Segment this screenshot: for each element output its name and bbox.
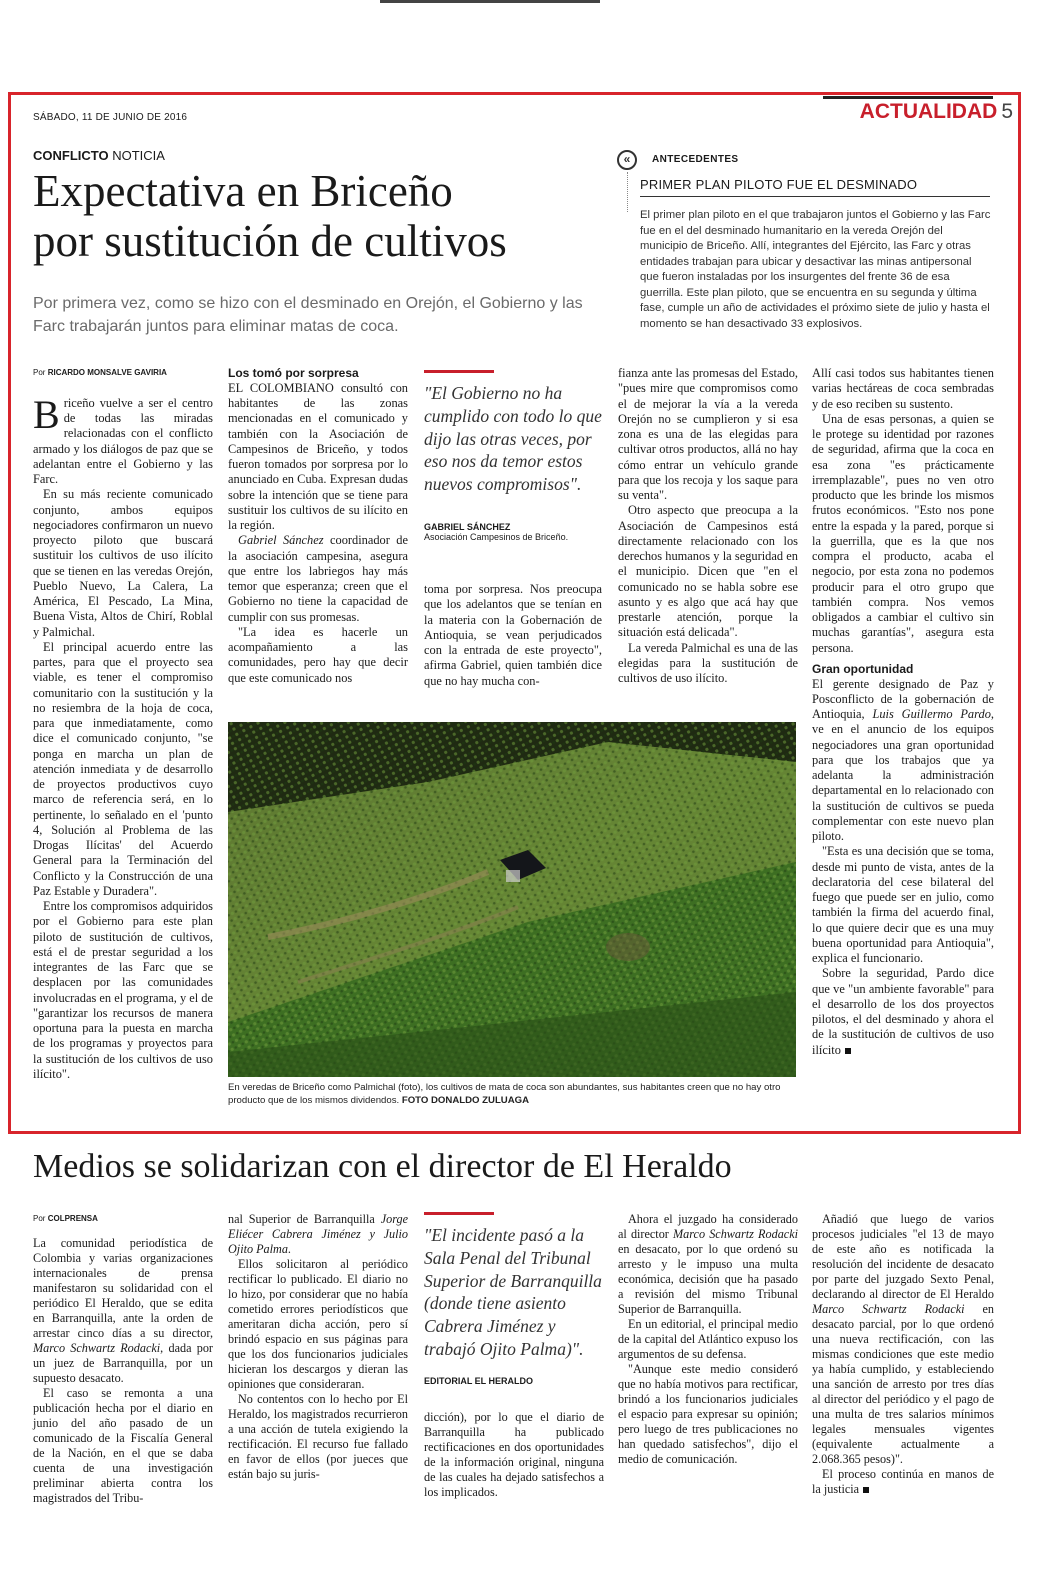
paragraph: El principal acuerdo entre las partes, para que el proyecto sea viable, es tener el compromiso comunitario con la sustitución y la no resiembra de la hoja de coca, para que inmediatamente, como dice el comunicado conjunto, "se ponga en marcha un plan de atención inmediata y de desarrollo de proyectos productivos cuyo marco de referencia será, en lo pertinente, lo señalado en el 'punto 4, Solución al Problema de las Drogas Ilícitas' del Acuerdo General para la Terminación del Conflicto y la Construcción de una Paz Estable y Duradera". bbox=[33, 639, 213, 898]
paragraph: Entre los compromisos adquiridos por el Gobierno para este plan piloto de sustitución de cultivos, está el de prestar seguridad a los integrantes de las Farc que se desplacen por las comunidades involucradas en el programa, y el de "garantizar los recursos de manera oportuna para la puesta en marcha de los programas y proyectos para la sustitución de los cultivos de uso ilícito". bbox=[33, 899, 213, 1081]
pull-quote: "El incidente pasó a la Sala Penal del Tribunal Superior de Barranquilla (donde tiene asiento Cabrera Jiménez y trabajó Ojito Palma)". bbox=[424, 1225, 602, 1359]
paragraph: EL COLOMBIANO consultó con habitantes de las zonas mencionadas en el comunicado y también con la Asociación de Campesinos de Briceño, y todos fueron tomados por sorpresa por lo anunciado en Cuba. Expresan dudas sobre la intención que se tiene para sustituir los cultivos de su ilícito en la región. bbox=[228, 380, 408, 532]
paragraph: Una de esas personas, a quien se le protege su identidad por razones de seguridad, afirma que la coca en esa zona "es prácticamente irremplazable", pues no ven otro producto que les brinde los mismos frutos económicos. "Esto nos pone entre la espada y la pared, porque si la guerrilla, que es la que nos compra el producto, acaba el negocio, por esta zona no podemos producir para el otro grupo que también compra. Nos vemos obligados a cambiar el cultivo sin muchas garantías", asegura esta persona. bbox=[812, 411, 994, 655]
person-name: Jorge Eliécer Cabrera Jiménez y Julio Ojito Palma bbox=[228, 1212, 408, 1256]
kicker-type: NOTICIA bbox=[112, 148, 165, 163]
article-photo bbox=[228, 722, 796, 1077]
section-name: ACTUALIDAD bbox=[859, 100, 998, 123]
section-header bbox=[860, 100, 1013, 124]
paragraph: Allí casi todos sus habitantes tienen varias hectáreas de coca sembradas y de eso reciben su sustento. bbox=[812, 366, 994, 411]
paragraph: El caso se remonta a una publicación hecha por el diario en junio del año pasado de un comunicado de la Fiscalía General de la Nación, en el que se daba cuenta de una investigación preliminar abierta contra los magistrados del Tribu- bbox=[33, 1385, 213, 1505]
paragraph: "Esta es una decisión que se toma, desde mi punto de vista, antes de la declaratoria del cese bilateral del fuego que puede ser en julio, como también la firma del acuerdo final, lo que quiere decir que es una muy buena oportunidad para Antioquia", explica el funcionario. bbox=[812, 844, 994, 965]
paragraph: La vereda Palmichal es una de las elegidas para la sustitución de cultivos de uso ilícito. bbox=[618, 640, 798, 685]
headline-line-1: Expectativa en Briceño bbox=[33, 166, 453, 216]
article2-headline: Medios se solidarizan con el director de El Heraldo bbox=[33, 1148, 732, 1185]
article1-column-5 bbox=[812, 366, 994, 1058]
byline: Por RICARDO MONSALVE GAVIRIA bbox=[33, 368, 167, 377]
paragraph: Otro aspecto que preocupa a la Asociación de Campesinos está directamente relacionado con los derechos humanos y la seguridad en el municipio. Dicen que "en el comunicado no se habla sobre ese asunto y es algo que acá hay que prestarle atención, porque la situación está delicada". bbox=[618, 503, 798, 640]
photo-credit: FOTO DONALDO ZULUAGA bbox=[401, 1095, 530, 1107]
quote-attribution bbox=[424, 522, 604, 542]
paragraph: Ellos solicitaron al periódico rectificar lo publicado. El diario no lo hizo, por considerar que no había cometido errores periodísticos que ameritaran dicha acción, pero sí brindó espacio en sus páginas para que los dos funcionarios judiciales hicieran los descargos y dieran las opiniones que consideraran. bbox=[228, 1257, 408, 1391]
author-name: COLPRENSA bbox=[47, 1214, 98, 1223]
person-name: Luis Guillermo Pardo bbox=[872, 707, 991, 721]
end-mark bbox=[863, 1487, 869, 1493]
photo-caption: En veredas de Briceño como Palmichal (foto), los cultivos de mata de coca son abundantes, sus habitantes creen que no hay otro producto que de los mismos dividendos. FOTO DONALDO ZULUAGA bbox=[228, 1082, 781, 1107]
article1-column-1 bbox=[33, 368, 213, 1082]
coca-field-hillside-image bbox=[228, 722, 796, 1077]
paragraph: dicción), por lo que el diario de Barranquilla ha publicado rectificaciones en dos oportunidades de la información original, ninguna de las cuales ha dejado satisfechos a los implicados. bbox=[424, 1410, 604, 1499]
quote-role: Asociación Campesinos de Briceño. bbox=[424, 532, 569, 542]
drop-cap: B bbox=[33, 391, 60, 437]
section-bar bbox=[823, 96, 993, 99]
paragraph: "La idea es hacerle un acompañamiento a las comunidades, pero hay que decir que este comunicado nos bbox=[228, 624, 408, 685]
end-mark bbox=[845, 1048, 851, 1054]
antecedentes-title: PRIMER PLAN PILOTO FUE EL DESMINADO bbox=[640, 177, 990, 197]
article1-column-2 bbox=[228, 366, 408, 686]
person-name: Marco Schwartz Rodacki bbox=[673, 1227, 798, 1241]
paragraph: El proceso continúa en manos de la justicia bbox=[812, 1467, 994, 1496]
quote-accent-bar bbox=[424, 1212, 494, 1215]
quote-attribution bbox=[424, 1376, 604, 1386]
paragraph: En un editorial, el principal medio de la capital del Atlántico expuso los argumentos de su defensa. bbox=[618, 1317, 798, 1361]
antecedentes-dotted-rule bbox=[627, 172, 628, 212]
paragraph: La comunidad periodística de Colombia y varias organizaciones internacionales de prensa manifestaron su solidaridad con el periódico El Heraldo, que se edita en Barranquilla, ante la orden de arrestar cinco días a su director, Marco Schwartz Rodacki, dada por un juez de Barranquilla, por un supuesto desacato. bbox=[33, 1235, 213, 1385]
paragraph: En su más reciente comunicado conjunto, ambos equipos negociadores confirmaron un nuevo proyecto piloto que buscará sustituir los cultivos de uso ilícito que se tienen en las veredas Orejón, Pueblo Nuevo, La Calera, La América, El Pescado, La Mina, Buena Vista, Altos de Chirí, Roblal y Palmichal. bbox=[33, 487, 213, 639]
person-name: Gabriel Sánchez bbox=[238, 533, 324, 548]
paragraph: "Aunque este medio consideró que no había motivos para rectificar, brindó a los funcionarios judiciales el espacio para expresar su opinión; pero luego de tres publicaciones no han quedado satisfechos", dijo el medio de comunicación. bbox=[618, 1362, 798, 1466]
article-deck: Por primera vez, como se hizo con el desminado en Orejón, el Gobierno y las Farc trabajarán juntos para eliminar matas de coca. bbox=[33, 295, 583, 336]
double-chevron-left-icon: « bbox=[617, 150, 637, 170]
author-name: RICARDO MONSALVE GAVIRIA bbox=[47, 368, 167, 377]
person-name: Marco Schwartz Rodacki bbox=[33, 1340, 161, 1355]
subhead: Gran oportunidad bbox=[812, 661, 914, 676]
paragraph: Gabriel Sánchez coordinador de la asociación campesina, asegura que entre los labriegos hay más temor que esperanza; creen que el Gobierno no tiene la capacidad de cumplir con sus promesas. bbox=[228, 533, 408, 624]
paragraph: nal Superior de Barranquilla Jorge Eliécer Cabrera Jiménez y Julio Ojito Palma. bbox=[228, 1212, 408, 1256]
pull-quote: "El Gobierno no ha cumplido con todo lo que dijo las otras veces, por eso nos da temor estos nuevos compromisos". bbox=[424, 383, 602, 494]
subhead: Los tomó por sorpresa bbox=[228, 366, 359, 380]
page-date: SÁBADO, 11 DE JUNIO DE 2016 bbox=[33, 112, 188, 123]
article2-column-4 bbox=[618, 1212, 798, 1467]
article-headline bbox=[33, 166, 613, 267]
article1-column-4 bbox=[618, 366, 798, 686]
lead-paragraph: Briceño vuelve a ser el centro de todas las miradas relacionadas con el conflicto armado y los diálogos de paz que se adelantan entre el Gobierno y las Farc. bbox=[33, 391, 213, 487]
paragraph: toma por sorpresa. Nos preocupa que los adelantos que se tenían en la materia con la Gobernación de Antioquia, se vean perjudicados con la entrada de este proyecto", afirma Gabriel, quien también dice que no hay mucha con- bbox=[424, 582, 602, 688]
article2-column-5 bbox=[812, 1212, 994, 1497]
page-number: 5 bbox=[1001, 100, 1013, 123]
article2-column-1 bbox=[33, 1214, 213, 1506]
paragraph: No contentos con lo hecho por El Heraldo, los magistrados recurrieron a una acción de tutela exigiendo la rectificación. El recurso fue fallado en favor de ellos (por jueces que están bajo su juris- bbox=[228, 1392, 408, 1481]
quote-name: EDITORIAL EL HERALDO bbox=[424, 1376, 534, 1386]
quote-accent-bar bbox=[424, 370, 494, 373]
paragraph: Añadió que luego de varios procesos judiciales "el 13 de mayo de este año es notificada la resolución del incidente de desacato por parte del juzgado Sexto Penal, declarando al director de El Heraldo Marco Schwartz Rodacki en desacato parcial, por lo que ordenó una nueva rectificación, con las mismas condiciones que este medio ya había cumplido, y estableciendo una sanción de arresto por tres días al director del periódico y el pago de una multa de tres salarios mínimos legales mensuales vigentes (equivalente actualmente a 2.068.365 pesos)". bbox=[812, 1212, 994, 1466]
antecedentes-label: ANTECEDENTES bbox=[652, 154, 739, 165]
article1-column-3 bbox=[424, 582, 602, 689]
paragraph: Ahora el juzgado ha considerado al director Marco Schwartz Rodacki en desacato, por lo que ordenó su arresto y le impuso una multa económica, decisión que ha pasado a revisión del mismo Tribunal Superior de Barranquilla. bbox=[618, 1212, 798, 1316]
quote-name: GABRIEL SÁNCHEZ bbox=[424, 522, 511, 532]
person-name: Marco Schwartz Rodacki bbox=[812, 1302, 965, 1316]
byline: Por COLPRENSA bbox=[33, 1214, 98, 1223]
kicker-category: CONFLICTO bbox=[33, 148, 109, 163]
paragraph: Sobre la seguridad, Pardo dice que ve "un ambiente favorable" para el desarrollo de los dos proyectos pilotos, el del desminado y ahora el de la sustitución de cultivos de uso ilícito bbox=[812, 966, 994, 1057]
antecedentes-body: El primer plan piloto en el que trabajaron juntos el Gobierno y las Farc fue en el del desminado humanitario en la vereda Orejón del municipio de Briceño. Allí, integrantes del Ejército, las Farc y otras entidades trabajan para ubicar y desactivar las minas antipersonal que fueron instaladas por los insurgentes del frente 36 de esa guerrilla. Este plan piloto, que se encuentra en su segunda y última fase, cumple un año de actividades el próximo siete de julio y hasta el momento se han desactivado 33 explosivos. bbox=[640, 209, 991, 331]
headline-line-2: por sustitución de cultivos bbox=[33, 216, 507, 267]
paragraph: fianza ante las promesas del Estado, "pues mire que compromisos como el de mejorar la vía a la vereda Orejón no se cumplieron y si esa zona es una de las elegidas para cultivar otros productos, allá no hay cómo entrar un vehículo grande para que los recoja y los saque para su venta". bbox=[618, 366, 798, 502]
article-kicker bbox=[33, 148, 165, 163]
paragraph: El gerente designado de Paz y Posconflicto de la gobernación de Antioquia, Luis Guillermo Pardo, ve en el anuncio de los equipos negociadores una gran oportunidad para que los trabajos que ya adelanta la administración departamental en lo relacionado con la sustitución de cultivos se pueda complementar con este nuevo plan piloto. bbox=[812, 676, 994, 843]
top-rule bbox=[380, 0, 600, 3]
article2-column-3 bbox=[424, 1410, 604, 1500]
article2-column-2 bbox=[228, 1212, 408, 1482]
